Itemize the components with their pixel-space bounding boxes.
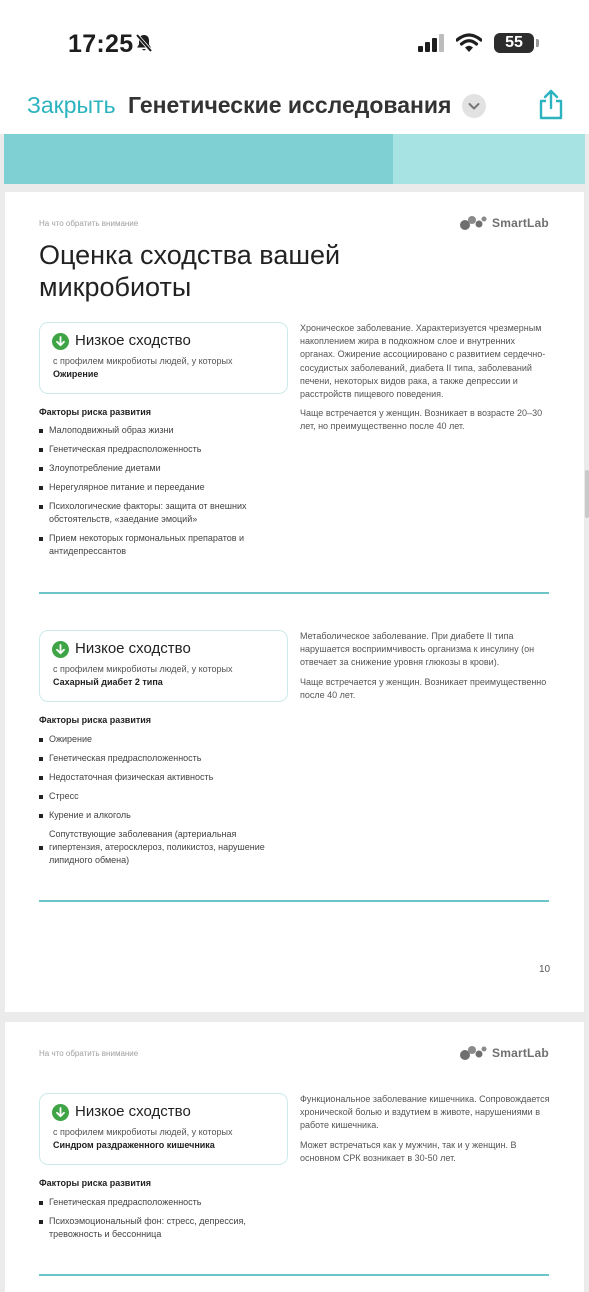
similarity-subtitle: с профилем микробиоты людей, у которых — [53, 356, 233, 366]
list-item: Злоупотребление диетами — [39, 462, 279, 475]
condition-name: Синдром раздраженного кишечника — [53, 1140, 215, 1150]
battery-tip — [536, 39, 539, 47]
description-paragraph: Чаще встречается у женщин. Возникает преимущественно после 40 лет. — [300, 676, 547, 700]
risk-factors-title: Факторы риска развития — [39, 715, 152, 725]
list-item: Нерегулярное питание и переедание — [39, 481, 279, 494]
condition-name: Сахарный диабет 2 типа — [53, 677, 163, 687]
list-item: Прием некоторых гормональных препаратов и антидепрессантов — [39, 532, 279, 558]
similarity-badge: Низкое сходство — [75, 332, 191, 349]
description-paragraph: Может встречаться как у мужчин, так и у женщин. В основном СРК возникает в 30-50 лет. — [300, 1139, 517, 1163]
similarity-card — [39, 630, 288, 702]
condition-description — [300, 630, 550, 708]
list-item: Стресс — [39, 790, 279, 803]
logo-text: SmartLab — [492, 1046, 549, 1060]
risk-factors-list — [39, 424, 279, 564]
section-divider — [39, 1274, 549, 1276]
smartlab-logo-icon — [459, 1044, 487, 1062]
signal-bars-icon — [418, 34, 446, 52]
page-top-banner — [4, 134, 585, 184]
list-item: Ожирение — [39, 733, 279, 746]
similarity-subtitle: с профилем микробиоты людей, у которых — [53, 664, 233, 674]
list-item: Генетическая предрасположенность — [39, 752, 279, 765]
banner-highlight — [393, 134, 585, 184]
condition-description — [300, 322, 550, 440]
description-paragraph: Чаще встречается у женщин. Возникает в возрасте 20–30 лет, но преимущественно после 40 лет. — [300, 408, 543, 432]
similarity-card — [39, 322, 288, 394]
scroll-indicator[interactable] — [585, 470, 589, 518]
similarity-card — [39, 1093, 288, 1165]
section-divider — [39, 592, 549, 594]
description-paragraph: Метаболическое заболевание. При диабете II типа нарушается восприимчивость организма к инсулину (он отвечает за снижение уровня глюкозы в крови). — [300, 631, 535, 668]
risk-factors-title: Факторы риска развития — [39, 407, 152, 417]
arrow-down-circle-icon — [52, 1104, 69, 1121]
similarity-badge: Низкое сходство — [75, 1103, 191, 1120]
risk-factors-list — [39, 733, 279, 873]
document-page-10 — [5, 192, 584, 1012]
similarity-subtitle: с профилем микробиоты людей, у которых — [53, 1127, 233, 1137]
chevron-down-icon — [462, 94, 486, 118]
clock: 17:25 — [68, 30, 134, 58]
nav-bar — [0, 88, 589, 134]
condition-name: Ожирение — [53, 369, 99, 379]
title-menu-button[interactable] — [462, 94, 486, 118]
list-item: Психологические факторы: защита от внешних обстоятельств, «заедание эмоций» — [39, 500, 279, 526]
smartlab-logo-icon — [459, 214, 487, 232]
description-paragraph: Хроническое заболевание. Характеризуется чрезмерным накоплением жира в подкожном слое и внутренних органах. Ожирение ассоциировано с развитием сердечно-сосудистых заболеваний, диабета II типа, заболеваний печени, некоторых видов рака, а также депрессии и расстройств пищевого поведения. — [300, 323, 546, 400]
logo-text: SmartLab — [492, 216, 549, 230]
document-page-11 — [5, 1022, 584, 1292]
list-item: Психоэмоциональный фон: стресс, депрессия, тревожность и бессонница — [39, 1215, 279, 1241]
similarity-badge: Низкое сходство — [75, 640, 191, 657]
condition-description — [300, 1093, 550, 1171]
smartlab-logo — [459, 1044, 549, 1062]
page-heading: Оценка сходства вашей микробиоты — [39, 240, 341, 302]
bell-slash-icon — [134, 33, 154, 53]
list-item: Малоподвижный образ жизни — [39, 424, 279, 437]
wifi-icon — [456, 33, 482, 53]
smartlab-logo — [459, 214, 549, 232]
list-item: Генетическая предрасположенность — [39, 1196, 279, 1209]
list-item: Недостаточная физическая активность — [39, 771, 279, 784]
page-number: 10 — [539, 964, 551, 975]
list-item: Генетическая предрасположенность — [39, 443, 279, 456]
section-divider — [39, 900, 549, 902]
share-icon[interactable] — [536, 88, 566, 120]
risk-factors-list — [39, 1196, 279, 1247]
list-item: Курение и алкоголь — [39, 809, 279, 822]
risk-factors-title: Факторы риска развития — [39, 1178, 152, 1188]
section-caption: На что обратить внимание — [39, 1049, 139, 1058]
arrow-down-circle-icon — [52, 333, 69, 350]
document-title: Генетические исследования — [128, 92, 452, 118]
battery-indicator: 55 — [494, 33, 534, 53]
close-button[interactable]: Закрыть — [27, 92, 116, 118]
description-paragraph: Функциональное заболевание кишечника. Сопровождается хронической болью и вздутием в животе, нарушениями в работе кишечника. — [300, 1094, 550, 1131]
list-item: Сопутствующие заболевания (артериальная гипертензия, атеросклероз, поликистоз, нарушение липидного обмена) — [39, 828, 279, 867]
arrow-down-circle-icon — [52, 641, 69, 658]
status-bar — [0, 0, 589, 88]
section-caption: На что обратить внимание — [39, 219, 139, 228]
